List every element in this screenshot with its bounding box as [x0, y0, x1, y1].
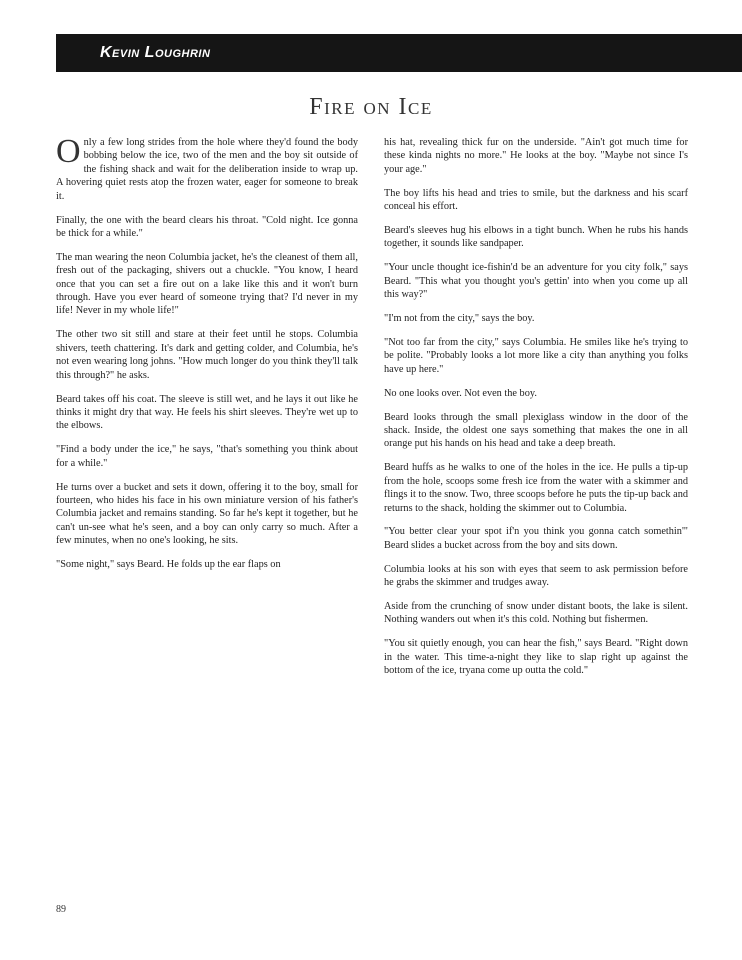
left-column [56, 133, 358, 582]
paragraph: No one looks over. Not even the boy. [384, 387, 537, 399]
drop-cap: O [56, 133, 81, 170]
paragraph: Aside from the crunching of snow under distant boots, the lake is silent. Nothing wanders out when it's this cold. Nothing but fishermen. [384, 601, 688, 626]
paragraph: "You sit quietly enough, you can hear the fish," says Beard. "Right down in the water. This time-a-night they like to slap right up against the bottom of the ice, tryana come up outta the cold." [384, 638, 688, 677]
author-name: Kevin Loughrin [100, 44, 211, 61]
paragraph: Columbia looks at his son with eyes that seem to ask permission before he grabs the skimmer and trudges away. [384, 563, 688, 589]
paragraph: He turns over a bucket and sets it down, offering it to the boy, small for fourteen, who hides his face in his own miniature version of his father's Columbia jacket and remains standing. So far he's kept it together, but he can't un-see what he's seen, and a boy can only carry so much. After a few minutes, when no one's looking, he sits. [56, 481, 358, 547]
paragraph: The boy lifts his head and tries to smile, but the darkness and his scarf conceal his effort. [384, 187, 688, 213]
paragraph: The other two sit still and stare at their feet until he stops. Columbia shivers, teeth chattering. It's dark and getting colder, and Columbia, he's not even wearing long johns. "How much longer do you think they'll talk this through?" he asks. [56, 329, 358, 381]
paragraph-text: nly a few long strides from the hole where they'd found the body bobbing below the ice, two of the men and the boy sit outside of the fishing shack and wait for the deliberation inside to wrap up. A hovering quiet rests atop the frozen water, eager for someone to break it. [56, 137, 358, 202]
paragraph: "Your uncle thought ice-fishin'd be an adventure for you city folk," says Beard. "This what you thought you's gettin' into when you come up all this way?" [384, 262, 688, 301]
paragraph: "You better clear your spot if'n you think you gonna catch somethin'" Beard slides a bucket across from the boy and sits down. [384, 526, 688, 551]
paragraph: "Not too far from the city," says Columbia. He smiles like he's trying to be polite. "Probably looks a lot more like a city than anything you folks have up here." [384, 336, 688, 375]
paragraph: "Find a body under the ice," he says, "that's something you think about for a while." [56, 444, 358, 469]
page-number: 89 [56, 904, 66, 915]
paragraph: The man wearing the neon Columbia jacket, he's the cleanest of them all, fresh out of the packaging, shivers out a chuckle. "You know, I heard once that you can set a fire out on a lake like this and it won't burn through. Have you ever heard of someone trying that? I'd never in my life! Never in my whole life!" [56, 251, 358, 317]
paragraph: Beard huffs as he walks to one of the holes in the ice. He pulls a tip-up from the hole, scoops some fresh ice from the water with a skimmer and flings it to the snow. Two, three scoops before he puts the tip-up back and returns to the shack, holding the skimmer out to Columbia. [384, 462, 688, 514]
paragraph: his hat, revealing thick fur on the underside. "Ain't got much time for these kinda nights no more." He looks at the boy. "Maybe not since I's your age." [384, 137, 688, 175]
paragraph [56, 133, 358, 203]
header-bar [56, 34, 742, 72]
paragraph: Beard takes off his coat. The sleeve is still wet, and he lays it out like he thinks it might dry that way. He feels his shirt sleeves. They're wet up to the elbows. [56, 393, 358, 432]
paragraph: "I'm not from the city," says the boy. [384, 313, 535, 325]
paragraph: "Some night," says Beard. He folds up the ear flaps on [56, 559, 281, 571]
paragraph: Beard's sleeves hug his elbows in a tight bunch. When he rubs his hands together, it sounds like sandpaper. [384, 225, 688, 250]
paragraph: Finally, the one with the beard clears his throat. "Cold night. Ice gonna be thick for a while." [56, 214, 358, 239]
right-column [384, 136, 688, 688]
story-title: Fire on Ice [309, 94, 433, 120]
paragraph: Beard looks through the small plexiglass window in the door of the shack. Inside, the oldest one says something that makes the one in all orange put his hands on his head and take a deep breath. [384, 411, 688, 450]
